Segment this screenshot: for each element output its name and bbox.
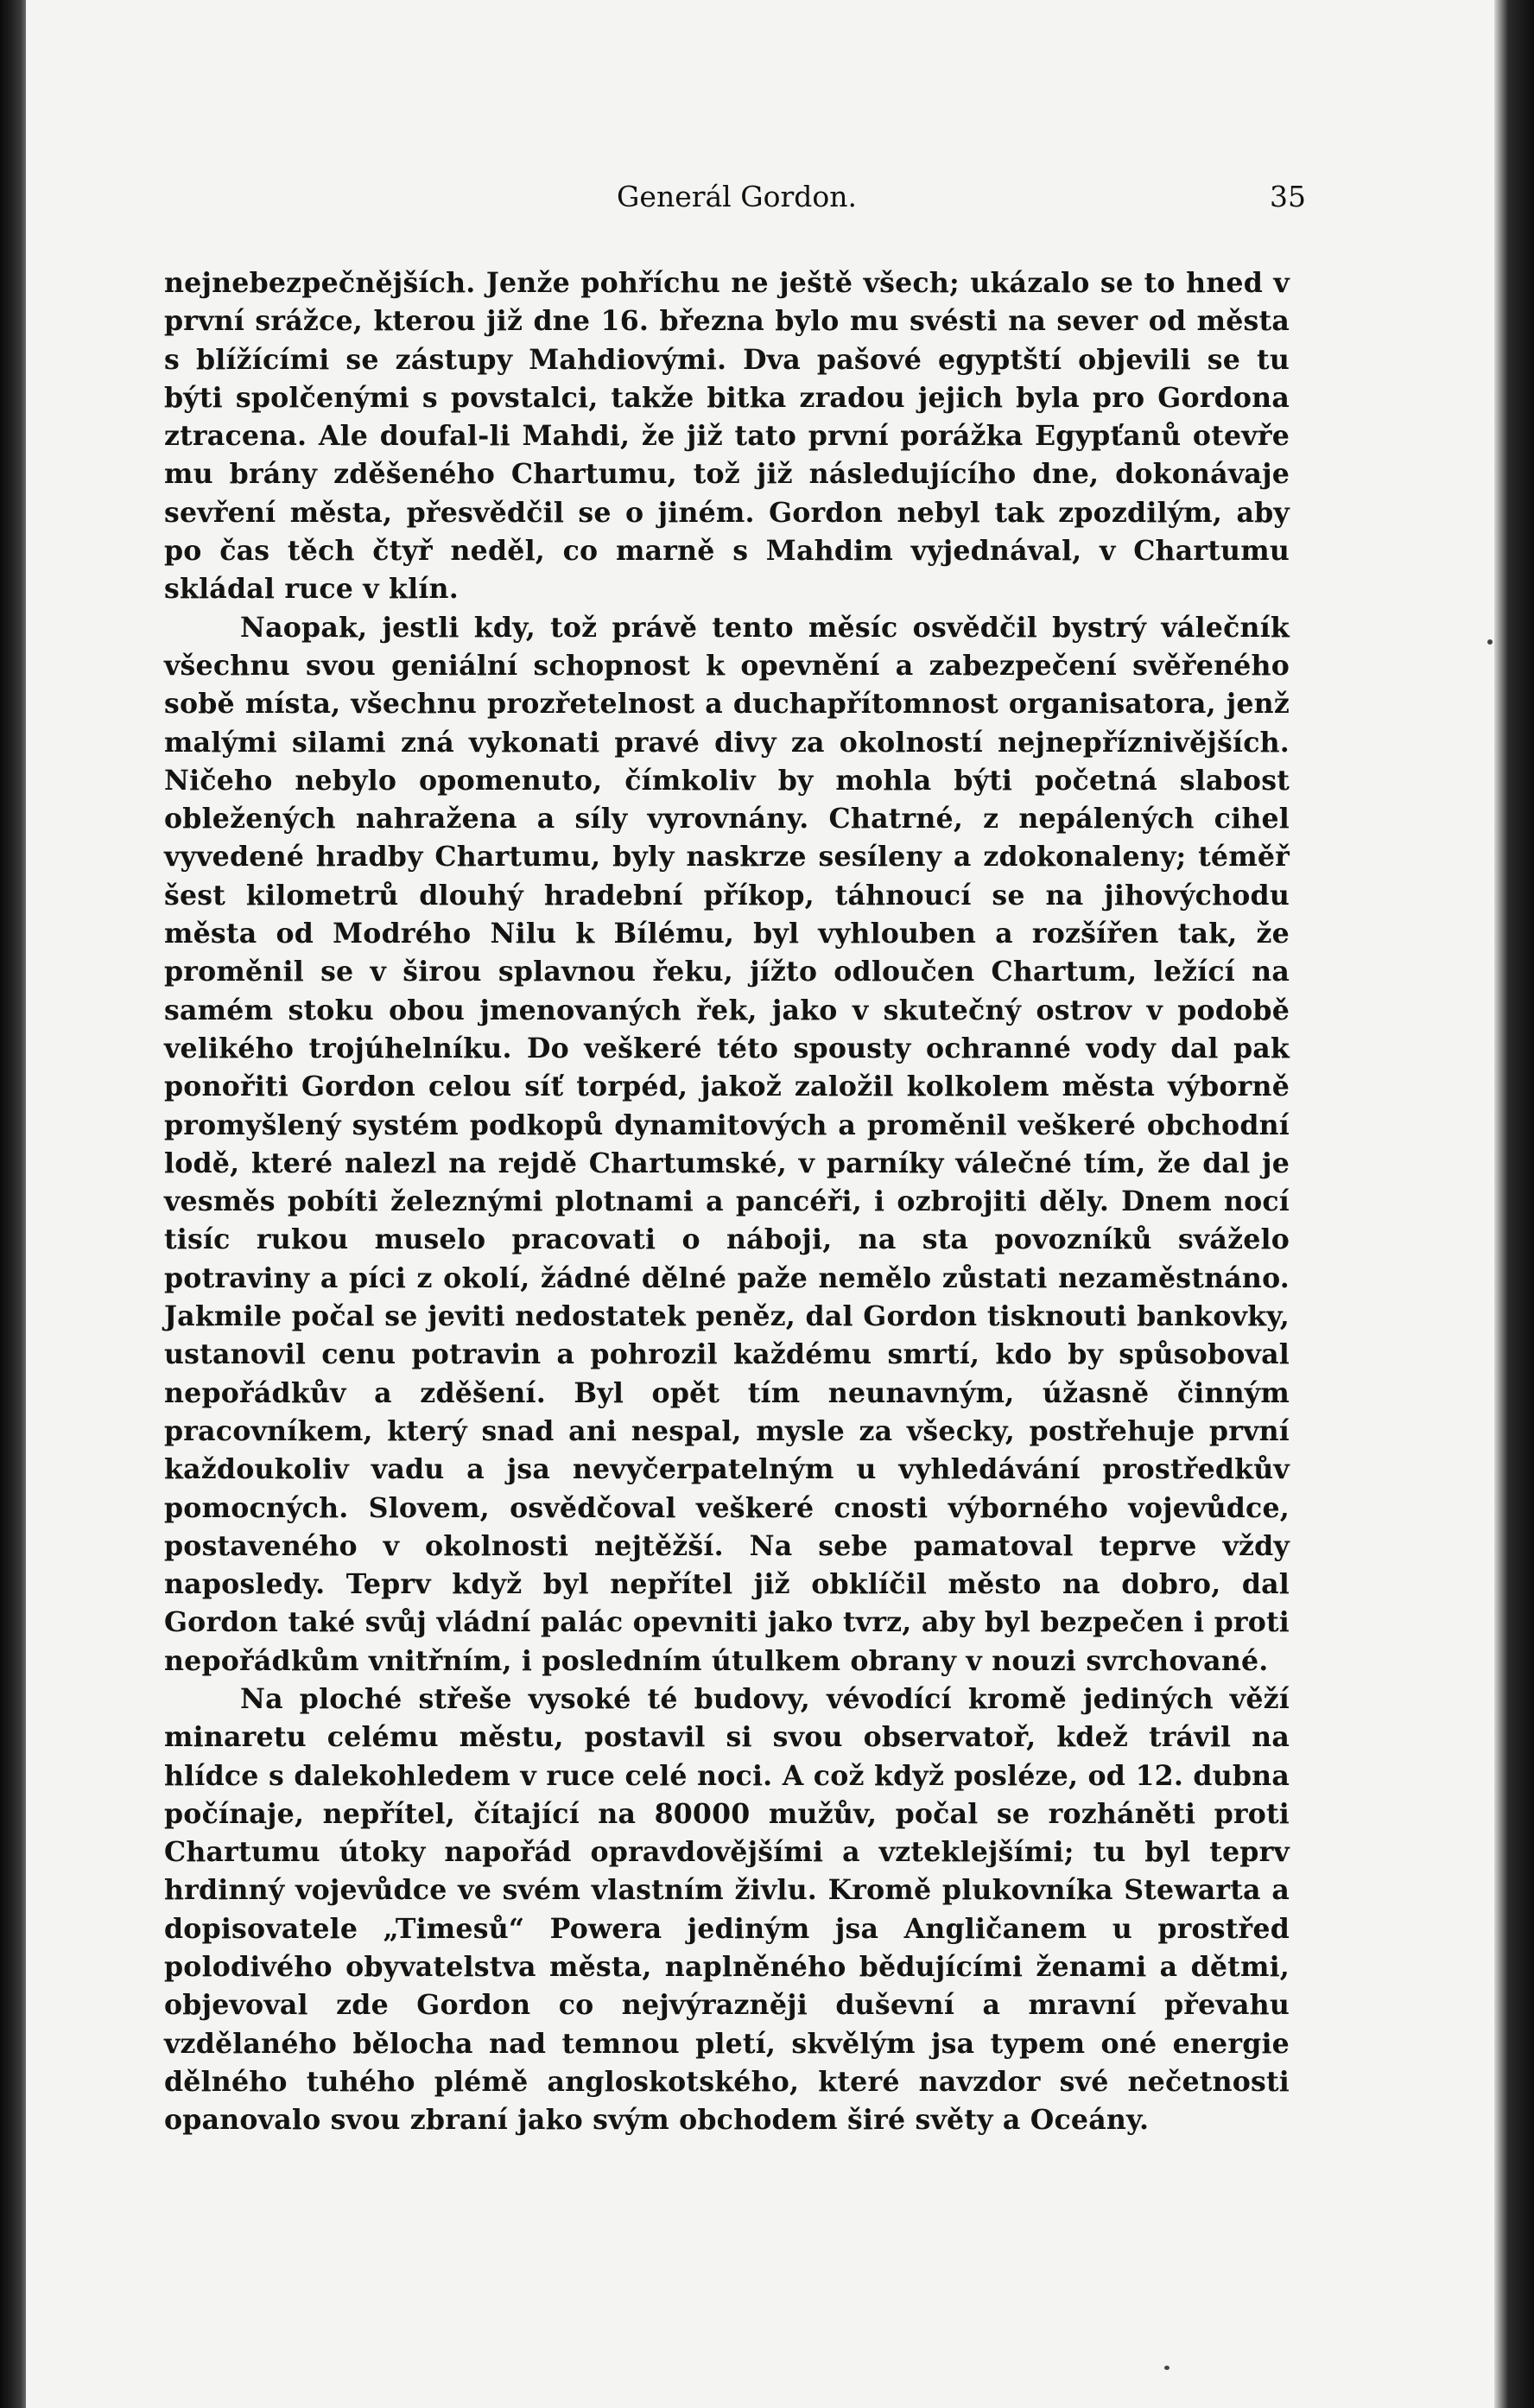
- running-title: Generál Gordon.: [617, 180, 857, 213]
- paragraph-2: Naopak, jestli kdy, tož právě tento měsíc osvědčil bystrý válečník všechnu svou geniální schopnost k opevnění a zabezpečení svěřeného sobě místa, všechnu prozřetelnost a duchapřítomnost organisatora, jenž malými silami zná vykonati pravé divy za okolností nejnepříznivějších. Ničeho nebylo opomenuto, čímkoliv by mohla býti početná slabost obležených nahražena a síly vyrovnány. Chatrné, z nepálených cihel vyvedené hradby Chartumu, byly naskrze sesíleny a zdokonaleny; téměř šest kilometrů dlouhý hradební příkop, táhnoucí se na jihovýchodu města od Modrého Nilu k Bílému, byl vyhlouben a rozšířen tak, že proměnil se v širou splavnou řeku, jížto odloučen Chartum, ležící na samém stoku obou jmenovaných řek, jako v skutečný ostrov v podobě velikého trojúhelníku. Do veškeré této spousty ochranné vody dal pak ponořiti Gordon celou síť torpéd, jakož založil kolkolem města výborně promyšlený systém podkopů dynamitových a proměnil veškeré obchodní lodě, které nalezl na rejdě Chartumské, v parníky válečné tím, že dal je vesměs pobíti železnými plotnami a pancéři, i ozbrojiti děly. Dnem nocí tisíc rukou muselo pracovati o náboji, na sta povozníků sváželo potraviny a píci z okolí, žádné dělné paže nemělo zůstati nezaměstnáno. Jakmile počal se jeviti nedostatek peněz, dal Gordon tisknouti bankovky, ustanovil cenu potravin a pohrozil každému smrtí, kdo by spůsoboval nepořádkův a zděšení. Byl opět tím neunavným, úžasně činným pracovníkem, který snad ani nespal, mysle za všecky, postřehuje první každoukoliv vadu a jsa nevyčerpatelným u vyhledávání prostředkův pomocných. Slovem, osvědčoval veškeré cnosti výborného vojevůdce, postaveného v okolnosti nejtěžší. Na sebe pamatoval teprve vždy naposledy. Teprv když byl nepřítel již obklíčil město na dobro, dal Gordon také svůj vládní palác opevniti jako tvrz, aby byl bezpečen i proti nepořádkům vnitřním, i posledním útulkem obrany v nouzi svrchované.: [164, 611, 1290, 1677]
- scan-left-edge: [0, 0, 26, 2408]
- body-text: [164, 264, 1290, 2140]
- scan-right-edge: [1494, 0, 1534, 2408]
- paragraph-1: nejnebezpečnějších. Jenže pohříchu ne ještě všech; ukázalo se to hned v první srážce, kterou již dne 16. března bylo mu svésti na sever od města s blížícími se zástupy Mahdiovými. Dva pašové egyptští objevili se tu býti spolčenými s povstalci, takže bitka zradou jejich byla pro Gordona ztracena. Ale doufal-li Mahdi, že již tato první porážka Egypťanů otevře mu brány zděšeného Chartumu, tož již následujícího dne, dokonávaje sevření města, přesvědčil se o jiném. Gordon nebyl tak zpozdilým, aby po čas těch čtyř neděl, co marně s Mahdim vyjednával, v Chartumu skládal ruce v klín.: [164, 267, 1290, 606]
- page-number: 35: [1270, 180, 1306, 213]
- scan-speck: [1487, 639, 1493, 645]
- page-header: [168, 180, 1306, 218]
- book-page: [26, 0, 1494, 2408]
- paragraph-3: Na ploché střeše vysoké té budovy, vévodící kromě jediných věží minaretu celému městu, postavil si svou observatoř, kdež trávil na hlídce s dalekohledem v ruce celé noci. A což když posléze, od 12. dubna počínaje, nepřítel, čítající na 80000 mužův, počal se rozháněti proti Chartumu útoky napořád opravdovějšími a vzteklejšími; tu byl teprv hrdinný vojevůdce ve svém vlastním živlu. Kromě plukovníka Stewarta a dopisovatele „Timesů“ Powera jediným jsa Angličanem u prostřed polodivého obyvatelstva města, naplněného bědujícími ženami a dětmi, objevoval zde Gordon co nejvýrazněji duševní a mravní převahu vzdělaného bělocha nad temnou pletí, skvělým jsa typem oné energie dělného tuhého plémě angloskotského, které navzdor své nečetnosti opanovalo svou zbraní jako svým obchodem širé světy a Oceány.: [164, 1682, 1290, 2137]
- scan-speck: [1164, 2366, 1170, 2370]
